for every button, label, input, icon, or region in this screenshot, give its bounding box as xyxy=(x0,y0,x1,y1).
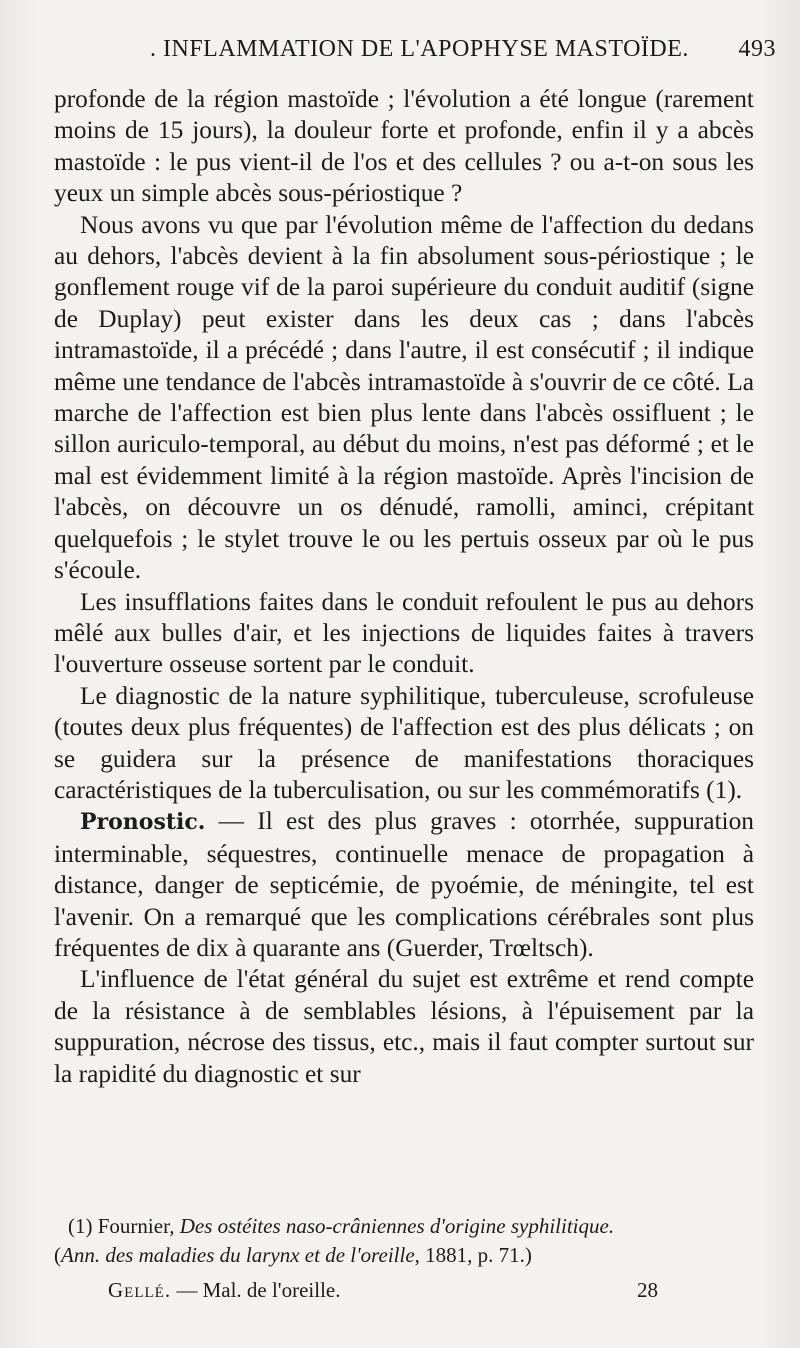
footnote xyxy=(54,1212,754,1270)
section-heading-pronostic: Pronostic. xyxy=(80,809,206,836)
body-text xyxy=(54,84,754,1090)
page-number: 493 xyxy=(738,36,776,62)
pronostic-text: — Il est des plus graves : otorrhée, suppuration interminable, séquestres, continuelle menace de propagation à distance, danger de septicémie, de pyoémie, de méningite, tel est l'avenir. On a remarqué que les complications cérébrales sont plus fréquentes de dix à quarante ans (Guerder, Trœltsch). xyxy=(54,807,754,962)
sheet-number: 28 xyxy=(637,1278,658,1302)
footnote-line-2: (Ann. des maladies du larynx et de l'oreille, 1881, p. 71.) xyxy=(54,1243,532,1267)
paragraph-evolution: Nous avons vu que par l'évolution même de l'affection du dedans au dehors, l'abcès devient à la fin absolument sous-périostique ; le gonflement rouge vif de la paroi supérieure du conduit auditif (signe de Duplay) peut exister dans les deux cas ; dans l'abcès intramastoïde, il a précédé ; dans l'autre, il est consécutif ; il indique même une tendance de l'abcès intramastoïde à s'ouvrir de ce côté. La marche de l'affection est bien plus lente dans l'abcès ossifluent ; le sillon auriculo-temporal, au début du moins, n'est pas déformé ; et le mal est évidemment limité à la région mastoïde. Après l'incision de l'abcès, on découvre un os dénudé, ramolli, aminci, crépitant quelquefois ; le stylet trouve le ou les pertuis osseux par où le pus s'écoule. xyxy=(54,210,754,585)
footnote-journal-title: Ann. des maladies du larynx et de l'oreille xyxy=(61,1243,415,1267)
footer-signature: Gellé. — Mal. de l'oreille. xyxy=(108,1278,341,1302)
footnote-line-1: (1) Fournier, Des ostéites naso-crâniennes d'origine syphilitique. xyxy=(68,1214,615,1238)
running-title: . INFLAMMATION DE L'APOPHYSE MASTOÏDE. xyxy=(150,36,689,62)
paragraph-insufflations: Les insufflations faites dans le conduit refoulent le pus au dehors mêlé aux bulles d'air, et les injections de liquides faites à travers l'ouverture osseuse sortent par le conduit. xyxy=(54,587,754,679)
paragraph-influence: L'influence de l'état général du sujet est extrême et rend compte de la résistance à de semblables lésions, à l'épuisement par la suppuration, nécrose des tissus, etc., mais il faut compter surtout sur la rapidité du diagnostic et sur xyxy=(54,965,754,1088)
footnote-work-title: Des ostéites naso-crâniennes d'origine syphilitique. xyxy=(179,1214,615,1238)
paragraph-pronostic xyxy=(54,806,754,964)
page-footer xyxy=(108,1278,658,1303)
paragraph-continuation: profonde de la région mastoïde ; l'évolution a été longue (rarement moins de 15 jours), la douleur forte et profonde, enfin il y a abcès mastoïde : le pus vient-il de l'os et des cellules ? ou a-t-on sous les yeux un simple abcès sous-périostique ? xyxy=(54,85,754,208)
running-header xyxy=(150,36,776,63)
paragraph-diagnostic: Le diagnostic de la nature syphilitique, tuberculeuse, scrofuleuse (toutes deux plus fréquentes) de l'affection est des plus délicats ; on se guidera sur la présence de manifestations thoraciques caractéristiques de la tuberculisation, ou sur les commémoratifs (1). xyxy=(54,681,754,804)
